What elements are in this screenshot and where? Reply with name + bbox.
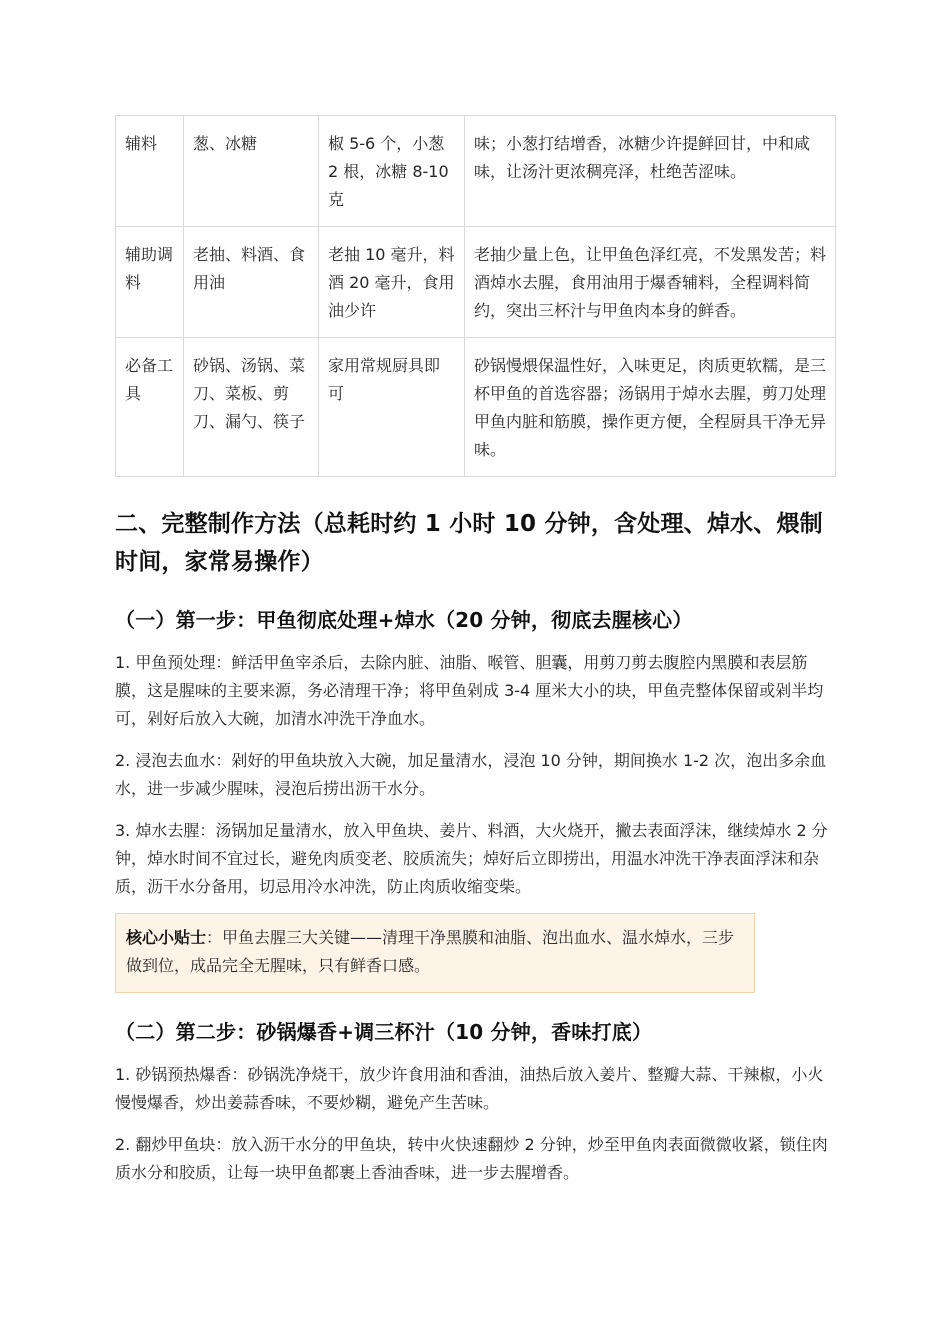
table-row xyxy=(116,227,836,338)
document-page xyxy=(115,115,835,1187)
step1-heading: （一）第一步：甲鱼彻底处理+焯水（20 分钟，彻底去腥核心） xyxy=(115,608,693,632)
row-amount: 家用常规厨具即可 xyxy=(319,338,465,477)
row-category: 辅料 xyxy=(116,116,184,227)
row-note: 老抽少量上色，让甲鱼色泽红亮，不发黑发苦；料酒焯水去腥，食用油用于爆香辅料，全程调料简约，突出三杯汁与甲鱼肉本身的鲜香。 xyxy=(465,227,836,338)
row-amount: 老抽 10 毫升，料酒 20 毫升，食用油少许 xyxy=(319,227,465,338)
tip-box xyxy=(115,913,755,993)
row-category: 辅助调料 xyxy=(116,227,184,338)
row-items: 葱、冰糖 xyxy=(184,116,319,227)
step1-item-3: 3. 焯水去腥：汤锅加足量清水，放入甲鱼块、姜片、料酒，大火烧开，撇去表面浮沫，继续焯水 2 分钟，焯水时间不宜过长，避免肉质变老、胶质流失；焯好后立即捞出，用温水冲洗干净表面浮沫和杂质，沥干水分备用，切忌用冷水冲洗，防止肉质收缩变柴。 xyxy=(115,821,828,896)
step2-item-2: 2. 翻炒甲鱼块：放入沥干水分的甲鱼块，转中火快速翻炒 2 分钟，炒至甲鱼肉表面微微收紧，锁住肉质水分和胶质，让每一块甲鱼都裹上香油香味，进一步去腥增香。 xyxy=(115,1135,828,1182)
row-note: 砂锅慢煨保温性好，入味更足，肉质更软糯，是三杯甲鱼的首选容器；汤锅用于焯水去腥，剪刀处理甲鱼内脏和筋膜，操作更方便，全程厨具干净无异味。 xyxy=(465,338,836,477)
ingredients-table xyxy=(115,115,836,477)
step2-item-1: 1. 砂锅预热爆香：砂锅洗净烧干，放少许食用油和香油，油热后放入姜片、整瓣大蒜、干辣椒，小火慢慢爆香，炒出姜蒜香味，不要炒糊，避免产生苦味。 xyxy=(115,1065,824,1112)
table-row xyxy=(116,116,836,227)
table-row xyxy=(116,338,836,477)
row-category: 必备工具 xyxy=(116,338,184,477)
section-heading: 二、完整制作方法（总耗时约 1 小时 10 分钟，含处理、焯水、煨制时间，家常易操作） xyxy=(115,511,823,575)
row-items: 砂锅、汤锅、菜刀、菜板、剪刀、漏勺、筷子 xyxy=(184,338,319,477)
tip-text: ：甲鱼去腥三大关键——清理干净黑膜和油脂、泡出血水、温水焯水，三步做到位，成品完全无腥味，只有鲜香口感。 xyxy=(126,928,735,975)
step2-heading: （二）第二步：砂锅爆香+调三杯汁（10 分钟，香味打底） xyxy=(115,1020,653,1044)
row-note: 味；小葱打结增香，冰糖少许提鲜回甘，中和咸味，让汤汁更浓稠亮泽，杜绝苦涩味。 xyxy=(465,116,836,227)
row-amount: 椒 5-6 个，小葱 2 根，冰糖 8-10 克 xyxy=(319,116,465,227)
row-items: 老抽、料酒、食用油 xyxy=(184,227,319,338)
step1-item-2: 2. 浸泡去血水：剁好的甲鱼块放入大碗，加足量清水，浸泡 10 分钟，期间换水 1-2 次，泡出多余血水，进一步减少腥味，浸泡后捞出沥干水分。 xyxy=(115,751,827,798)
step1-item-1: 1. 甲鱼预处理：鲜活甲鱼宰杀后，去除内脏、油脂、喉管、胆囊，用剪刀剪去腹腔内黑膜和表层筋膜，这是腥味的主要来源，务必清理干净；将甲鱼剁成 3-4 厘米大小的块，甲鱼壳整体保留或剁半均可，剁好后放入大碗，加清水冲洗干净血水。 xyxy=(115,653,824,728)
tip-label: 核心小贴士 xyxy=(126,928,207,947)
